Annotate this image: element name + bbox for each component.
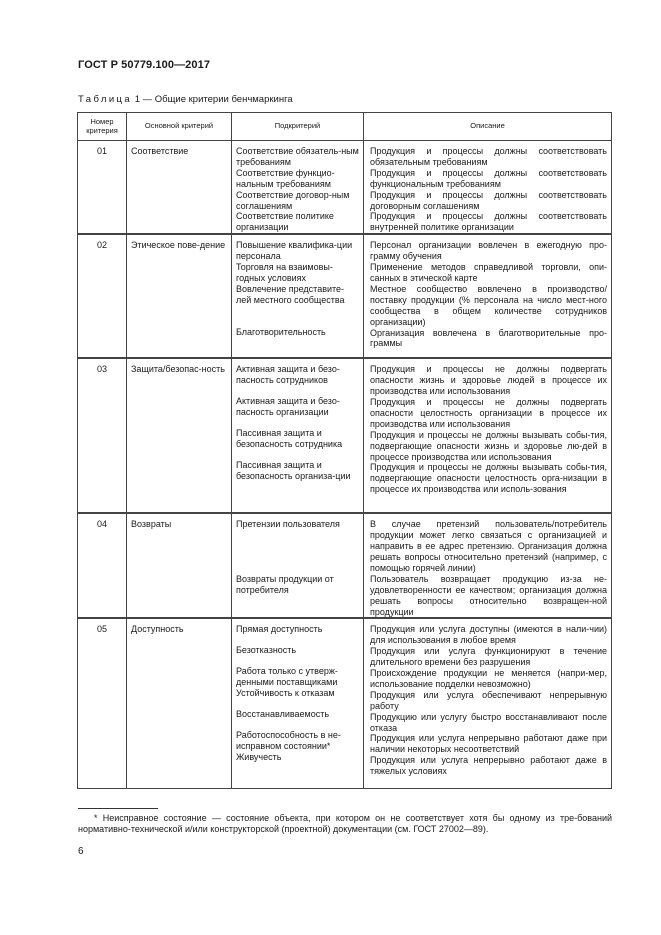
document-header: ГОСТ Р 50779.100—2017 xyxy=(78,59,211,71)
subcriterion: Прямая доступность xyxy=(236,624,323,635)
table-row xyxy=(78,359,612,513)
subcriterion: Пассивная защита и безопасность сотрудника xyxy=(236,427,343,449)
table-caption xyxy=(78,94,293,105)
description: Продукция и процессы должны соответствовать внутренней политике организации xyxy=(370,211,607,233)
subcriteria-cell xyxy=(232,235,364,358)
subcriterion: Устойчивость к отказам xyxy=(236,688,335,699)
description: Продукция и процессы должны соответствовать договорным соглашениям xyxy=(370,189,607,211)
subcriterion: Благотворительность xyxy=(236,326,326,337)
header-number: Номер критерия xyxy=(78,113,127,140)
description: Продукция и процессы не должны вызывать собы-тия, подвергающие опасности целостность орга-низации в процессе их производства или исполь-зования xyxy=(370,462,607,495)
subcriterion: Претензии пользователя xyxy=(236,519,340,530)
subcriterion: Торговля на взаимовы-годных условиях xyxy=(236,262,333,283)
footnote-divider xyxy=(78,808,158,809)
main-criterion: Защита/безопас-ность xyxy=(127,359,232,513)
benchmarking-criteria-table xyxy=(77,112,612,789)
description: Продукция и процессы не должны подвергать опасности жизнь и здоровье людей в процессе их производства или использования xyxy=(370,364,607,397)
subcriteria-cell xyxy=(232,359,364,513)
description-cell xyxy=(364,514,612,618)
description: В случае претензий пользователь/потребитель продукции может легко связаться с организацией и направить в ее адрес претензию. Организация должна решать вопросы относительно претензий (например, с помощью горячей линии) xyxy=(370,519,607,573)
subcriterion: Безотказность xyxy=(236,645,297,656)
subcriterion: Соответствие политике организации xyxy=(236,211,334,233)
table-row xyxy=(78,514,612,618)
description: Происхождение продукции не меняется (напри-мер, использование подделки невозможно) xyxy=(370,668,607,689)
subcriterion: Соответствие функцио-нальным требованиям xyxy=(236,167,335,189)
table-caption-prefix: Таблица xyxy=(78,94,133,105)
subcriterion: Возвраты продукции от потребителя xyxy=(236,574,334,596)
description: Местное сообщество вовлечено в производство/ поставку продукции (% персонала на число мест-ного сообщества в общем количестве сотрудников организации) xyxy=(370,283,607,327)
description: Организация вовлечена в благотворительные про-граммы xyxy=(370,327,607,349)
subcriterion: Живучесть xyxy=(236,751,282,762)
subcriterion: Активная защита и безо-пасность сотрудников xyxy=(236,364,340,386)
header-subcriterion: Подкритерий xyxy=(232,113,364,140)
subcriterion: Соответствие обязатель-ным требованиям xyxy=(236,146,359,167)
table-caption-number: 1 xyxy=(134,94,140,105)
description: Продукция или услуга функционируют в течение длительного времени без разрушения xyxy=(370,646,607,668)
table-row xyxy=(78,141,612,234)
header-main-criterion: Основной критерий xyxy=(127,113,232,140)
criterion-number: 01 xyxy=(78,141,127,234)
description: Продукция или услуга непрерывно работают даже в тяжелых условиях xyxy=(370,755,607,777)
description: Продукция и процессы должны соответствовать функциональным требованиям xyxy=(370,167,607,189)
subcriterion: Вовлечение представите-лей местного сообщества xyxy=(236,283,345,305)
description: Применение методов справедливой торговли, опи-санных в этической карте xyxy=(370,262,607,283)
description-cell xyxy=(364,619,612,789)
description: Персонал организации вовлечен в ежегодную про-грамму обучения xyxy=(370,240,607,262)
table-header-row xyxy=(78,113,612,140)
subcriteria-cell xyxy=(232,514,364,618)
page-number: 6 xyxy=(78,846,84,857)
criterion-number: 03 xyxy=(78,359,127,513)
footnote: * Неисправное состояние — состояние объекта, при котором он не соответствует хотя бы одному из тре-бований нормативно-технической и/или конструкторской (проектной) документации (см. ГОСТ 27002—89). xyxy=(78,813,612,834)
table-row xyxy=(78,619,612,789)
description: Продукция или услуга непрерывно работают даже при наличии некоторых несоответствий xyxy=(370,733,607,755)
subcriterion: Повышение квалифика-ции персонала xyxy=(236,240,353,262)
main-criterion: Этическое пове-дение xyxy=(127,235,232,358)
subcriterion: Восстанавливаемость xyxy=(236,708,330,719)
criterion-number: 05 xyxy=(78,619,127,789)
header-description: Описание xyxy=(364,113,612,140)
main-criterion: Возвраты xyxy=(127,514,232,618)
table-row xyxy=(78,235,612,358)
subcriteria-cell xyxy=(232,141,364,234)
description: Пользователь возвращает продукцию из-за не-удовлетворенности ее качеством; организация должна решать вопросы относительно возвращен-ной продукции xyxy=(370,573,607,617)
main-criterion: Соответствие xyxy=(127,141,232,234)
subcriterion: Пассивная защита и безопасность организа-ции xyxy=(236,459,351,481)
description-cell xyxy=(364,235,612,358)
description: Продукция или услуга доступны (имеются в нали-чии) для использования в любое время xyxy=(370,624,607,646)
description: Продукция и процессы не должны подвергать опасности целостность организации в процессе их производства или использования xyxy=(370,396,607,429)
subcriterion: Работа только с утверж-денными поставщиками xyxy=(236,666,338,688)
description: Продукцию или услугу быстро восстанавливают после отказа xyxy=(370,711,607,733)
description: Продукция и процессы не должны вызывать собы-тия, подвергающие опасности жизнь и здоровье лю-дей в процессе производства или использования xyxy=(370,429,607,462)
subcriteria-cell xyxy=(232,619,364,789)
table-caption-title: — Общие критерии бенчмаркинга xyxy=(140,94,293,105)
main-criterion: Доступность xyxy=(127,619,232,789)
subcriterion: Работоспособность в не-исправном состоянии* xyxy=(236,729,341,751)
description: Продукция или услуга обеспечивают непрерывную работу xyxy=(370,689,607,711)
description-cell xyxy=(364,359,612,513)
criterion-number: 04 xyxy=(78,514,127,618)
description-cell xyxy=(364,141,612,234)
description: Продукция и процессы должны соответствовать обязательным требованиям xyxy=(370,146,607,167)
subcriterion: Соответствие договор-ным соглашениям xyxy=(236,189,350,211)
subcriterion: Активная защита и безо-пасность организации xyxy=(236,396,340,417)
criterion-number: 02 xyxy=(78,235,127,358)
